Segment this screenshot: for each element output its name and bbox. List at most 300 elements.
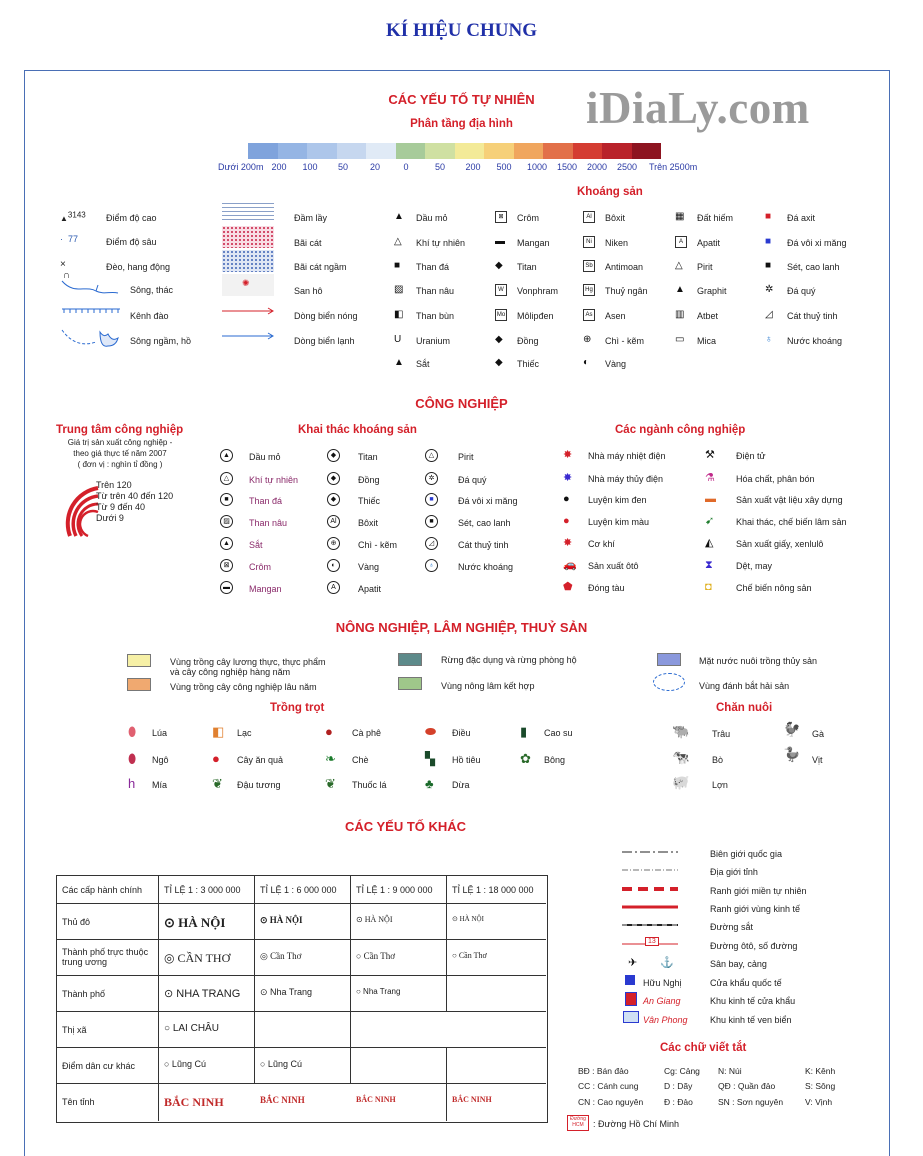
admin-cell: ○ Lũng Cú bbox=[260, 1059, 302, 1069]
admin-cell: ⊙ NHA TRANG bbox=[164, 988, 241, 1000]
abbreviation: Cg: Cảng bbox=[664, 1066, 700, 1076]
admin-table-hline bbox=[56, 939, 546, 940]
mining-icon: ▨ bbox=[220, 515, 233, 528]
crop-icon: ❧ bbox=[325, 751, 336, 766]
line-label: Biên giới quốc gia bbox=[710, 849, 782, 859]
natural-left-label: Điểm độ cao bbox=[106, 213, 157, 223]
natural-pattern-swatch bbox=[222, 250, 274, 272]
admin-table-vline bbox=[254, 975, 255, 1083]
admin-cell: ◎ Cần Thơ bbox=[260, 951, 302, 961]
crop-icon: ✿ bbox=[520, 751, 531, 766]
mineral-icon: ▲ bbox=[394, 357, 404, 368]
relief-swatch bbox=[396, 143, 426, 159]
crop-label: Đậu tương bbox=[237, 780, 281, 790]
abbreviation: Đ : Đảo bbox=[664, 1097, 693, 1107]
mineral-label: Bôxit bbox=[605, 213, 626, 223]
crop-icon: h bbox=[128, 776, 136, 791]
border-gate-icon bbox=[625, 975, 635, 985]
line-label: Cửa khẩu quốc tế bbox=[710, 978, 782, 988]
admin-cell: ○ Nha Trang bbox=[356, 987, 401, 996]
mineral-icon: ◧ bbox=[394, 309, 404, 320]
mineral-icon: ▬ bbox=[495, 236, 505, 247]
mineral-label: Than đá bbox=[416, 262, 450, 272]
relief-label: 1000 bbox=[526, 162, 548, 172]
mining-icon: ■ bbox=[220, 493, 233, 506]
other-heading: CÁC YẾU TỐ KHÁC bbox=[344, 819, 467, 834]
mineral-icon: △ bbox=[675, 260, 683, 271]
industry-branch-icon: ✸ bbox=[563, 537, 573, 549]
mining-icon: A bbox=[327, 581, 340, 594]
mining-icon: ⊠ bbox=[220, 559, 233, 572]
mineral-label: Đất hiếm bbox=[697, 213, 734, 223]
mineral-label: Đá axit bbox=[787, 213, 816, 223]
mineral-icon: As bbox=[583, 309, 595, 321]
industry-branch-label: Nhà máy thủy điện bbox=[588, 474, 664, 484]
natural-pattern-swatch bbox=[222, 324, 274, 346]
mining-icon: ▲ bbox=[220, 449, 233, 462]
mining-icon: ◆ bbox=[327, 493, 340, 506]
abbreviation: BĐ : Bán đảo bbox=[578, 1066, 629, 1076]
relief-label: 2000 bbox=[586, 162, 608, 172]
mineral-label: Asen bbox=[605, 311, 626, 321]
livestock-label: Trâu bbox=[712, 729, 731, 739]
relief-label: 1500 bbox=[556, 162, 578, 172]
admin-row-label: Thành phố bbox=[62, 989, 106, 999]
admin-table-border bbox=[56, 875, 548, 1123]
relief-label: 100 bbox=[302, 162, 318, 172]
mineral-icon: Mo bbox=[495, 309, 507, 321]
admin-row-label: Thành phố trực thuộc bbox=[62, 947, 149, 957]
natural-pattern-swatch: ✺ bbox=[222, 274, 274, 296]
agri-zone-swatch bbox=[398, 653, 422, 666]
admin-cell: ○ LAI CHÂU bbox=[164, 1023, 219, 1034]
natural-pattern-swatch bbox=[222, 299, 274, 321]
mining-icon: ■ bbox=[425, 515, 438, 528]
mineral-label: Than nâu bbox=[416, 286, 455, 296]
mining-label: Titan bbox=[358, 452, 378, 462]
admin-cell: BẮC NINH bbox=[164, 1095, 224, 1109]
center-note-line: theo giá thực tế năm 2007 bbox=[73, 449, 167, 458]
crop-icon: ▮ bbox=[520, 724, 528, 739]
line-label: Ranh giới miền tự nhiên bbox=[710, 886, 807, 896]
mining-icon: ◆ bbox=[327, 472, 340, 485]
abbreviation: SN : Sơn nguyên bbox=[718, 1097, 784, 1107]
mining-label: Than đá bbox=[249, 496, 283, 506]
crop-label: Ngô bbox=[152, 755, 169, 765]
mineral-label: Đồng bbox=[517, 336, 539, 346]
admin-cell: ◎ CẦN THƠ bbox=[164, 951, 231, 965]
industry-branch-icon: ⬟ bbox=[563, 581, 573, 593]
industry-branch-icon: ● bbox=[563, 493, 570, 505]
admin-table-vline bbox=[446, 1047, 447, 1121]
relief-swatch bbox=[248, 143, 278, 159]
abbreviation: QĐ : Quần đảo bbox=[718, 1081, 776, 1091]
mining-label: Chì - kẽm bbox=[358, 540, 398, 550]
admin-table-hline bbox=[56, 1047, 546, 1048]
industry-heading: CÔNG NGHIỆP bbox=[415, 396, 508, 411]
mining-icon: ◆ bbox=[327, 449, 340, 462]
crop-label: Thuốc lá bbox=[352, 780, 387, 790]
line-label: Đường sắt bbox=[710, 922, 753, 932]
mineral-label: Uranium bbox=[416, 336, 451, 346]
livestock-heading: Chăn nuôi bbox=[716, 702, 773, 714]
crop-label: Dừa bbox=[452, 780, 470, 790]
relief-heading: Phân tầng địa hình bbox=[410, 118, 513, 130]
crop-label: Cà phê bbox=[352, 728, 382, 738]
mineral-icon: ◆ bbox=[495, 260, 503, 271]
relief-label: 2500 bbox=[616, 162, 638, 172]
industry-branch-icon: ✸ bbox=[563, 449, 573, 461]
mining-label: Nước khoáng bbox=[458, 562, 513, 572]
mining-label: Crôm bbox=[249, 562, 271, 572]
mineral-label: Mica bbox=[697, 336, 717, 346]
crop-icon: ⬬ bbox=[425, 724, 437, 739]
mining-icon: △ bbox=[220, 472, 233, 485]
mineral-label: Titan bbox=[517, 262, 537, 272]
admin-table-vline bbox=[158, 1083, 159, 1121]
mining-label: Khí tự nhiên bbox=[249, 475, 299, 485]
natural-left-label: Kênh đào bbox=[130, 311, 169, 321]
mining-label: Đồng bbox=[358, 475, 380, 485]
mineral-label: Niken bbox=[605, 238, 629, 248]
mining-icon: ◐ bbox=[327, 559, 340, 572]
admin-row-label: Thị xã bbox=[62, 1025, 87, 1035]
admin-cell: ⊙ HÀ NỘI bbox=[260, 915, 303, 925]
line-symbol bbox=[620, 900, 682, 918]
admin-cell: BẮC NINH bbox=[452, 1095, 492, 1104]
mineral-icon: ▲ bbox=[394, 211, 404, 222]
mineral-icon: ■ bbox=[765, 236, 772, 247]
admin-table-header: TỈ LỆ 1 : 9 000 000 bbox=[356, 885, 433, 895]
mineral-icon: ⊠ bbox=[495, 211, 507, 223]
crop-icon: ♣ bbox=[425, 776, 434, 791]
center-note-line: ( đơn vị : nghìn tỉ đồng ) bbox=[77, 460, 163, 469]
agri-zone-label: Vùng nông lâm kết hợp bbox=[441, 681, 535, 691]
mineral-icon: W bbox=[495, 284, 507, 296]
relief-swatch bbox=[455, 143, 485, 159]
line-label: Địa giới tỉnh bbox=[710, 867, 758, 877]
mining-label: Cát thuỷ tinh bbox=[458, 540, 509, 550]
abbreviation: CC : Cánh cung bbox=[578, 1081, 639, 1091]
line-symbol bbox=[620, 845, 682, 863]
natural-mid-label: Dòng biển nóng bbox=[294, 311, 358, 321]
mining-label: Vàng bbox=[358, 562, 380, 572]
relief-label: 0 bbox=[403, 162, 409, 172]
mineral-icon: △ bbox=[394, 236, 402, 247]
mining-icon: ♁ bbox=[425, 559, 438, 572]
abbreviation: S: Sông bbox=[805, 1081, 836, 1091]
admin-table-hline bbox=[56, 975, 546, 976]
hcm-road-badge: Đường HCM bbox=[567, 1115, 589, 1131]
industry-branch-label: Sản xuất ôtô bbox=[588, 561, 639, 571]
relief-scale-labels bbox=[0, 162, 923, 174]
mineral-label: Atbet bbox=[697, 311, 719, 321]
mineral-label: Apatit bbox=[697, 238, 721, 248]
mineral-icon: ◿ bbox=[765, 309, 773, 320]
mineral-label: Đá quý bbox=[787, 286, 816, 296]
mineral-label: Thuỷ ngân bbox=[605, 286, 648, 296]
mining-label: Pirit bbox=[458, 452, 474, 462]
relief-label: Trên 2500m bbox=[649, 162, 698, 172]
agri-zone-label: Vùng trồng cây công nghiệp lâu năm bbox=[170, 682, 317, 692]
industry-branch-icon: ✸ bbox=[563, 472, 573, 484]
crop-label: Chè bbox=[352, 755, 369, 765]
mineral-label: Cát thuỷ tinh bbox=[787, 311, 838, 321]
coastal-ez-icon bbox=[623, 1011, 639, 1023]
mineral-icon: ■ bbox=[394, 260, 401, 271]
agri-zone-swatch bbox=[127, 678, 151, 691]
industry-branch-label: Dệt, may bbox=[736, 561, 773, 571]
industry-branch-icon: ◘ bbox=[705, 581, 712, 593]
crop-label: Cây ăn quả bbox=[237, 755, 284, 765]
mineral-icon: ▦ bbox=[675, 211, 685, 222]
mineral-label: Crôm bbox=[517, 213, 539, 223]
industry-branch-label: Sản xuất vật liệu xây dựng bbox=[736, 495, 843, 505]
agri-zone-swatch bbox=[398, 677, 422, 690]
crop-label: Lạc bbox=[237, 728, 252, 738]
agri-zone-label: Rừng đặc dụng và rừng phòng hộ bbox=[441, 655, 577, 665]
mining-label: Thiếc bbox=[358, 496, 381, 506]
mineral-label: Thiếc bbox=[517, 359, 540, 369]
relief-swatch bbox=[573, 143, 603, 159]
mineral-icon: ■ bbox=[765, 211, 772, 222]
underground-river-lake-icon bbox=[60, 328, 124, 352]
admin-cell: ○ Cần Thơ bbox=[452, 951, 487, 960]
agri-zone-label: Vùng trồng cây lương thực, thực phẩm bbox=[170, 657, 326, 667]
road-number: 13 bbox=[645, 937, 659, 946]
mining-icon: △ bbox=[425, 449, 438, 462]
admin-table-hline bbox=[56, 1011, 546, 1012]
livestock-label: Vịt bbox=[812, 755, 823, 765]
admin-table-vline bbox=[446, 875, 447, 1011]
admin-table-header: Các cấp hành chính bbox=[62, 885, 143, 895]
abbreviation: N: Núi bbox=[718, 1066, 742, 1076]
border-ez-icon bbox=[625, 992, 637, 1006]
agri-zone-label: và cây công nghiệp hàng năm bbox=[170, 667, 291, 677]
agri-zone-label: Mặt nước nuôi trồng thủy sản bbox=[699, 656, 817, 666]
mining-icon: ◿ bbox=[425, 537, 438, 550]
line-label: Ranh giới vùng kinh tế bbox=[710, 904, 800, 914]
coastal-ez-example: Vân Phong bbox=[643, 1015, 688, 1025]
abbreviation: V: Vịnh bbox=[805, 1097, 833, 1107]
crop-icon: ◧ bbox=[212, 724, 225, 739]
industry-branch-label: Cơ khí bbox=[588, 539, 615, 549]
relief-swatch bbox=[425, 143, 455, 159]
industrial-center-heading: Trung tâm công nghiệp bbox=[56, 424, 184, 436]
industry-branch-icon: ⚗ bbox=[705, 472, 715, 484]
line-symbol bbox=[620, 918, 682, 936]
abbreviation: CN : Cao nguyên bbox=[578, 1097, 644, 1107]
crop-label: Điều bbox=[452, 728, 471, 738]
livestock-icon: 🐄 bbox=[672, 749, 690, 765]
industry-branch-icon: ● bbox=[563, 515, 570, 527]
agri-heading: NÔNG NGHIỆP, LÂM NGHIỆP, THUỶ SẢN bbox=[335, 620, 588, 635]
natural-heading: CÁC YẾU TỐ TỰ NHIÊN bbox=[388, 92, 535, 107]
industry-branch-icon: ◭ bbox=[705, 537, 714, 549]
relief-swatch bbox=[514, 143, 544, 159]
natural-pattern-swatch bbox=[222, 201, 274, 223]
mineral-icon: ▥ bbox=[675, 309, 685, 320]
page-title: KÍ HIỆU CHUNG bbox=[386, 20, 537, 41]
mineral-label: Vàng bbox=[605, 359, 627, 369]
mineral-label: Sét, cao lanh bbox=[787, 262, 840, 272]
mining-icon: Al bbox=[327, 515, 340, 528]
relief-label: 50 bbox=[434, 162, 445, 172]
mineral-label: Antimoan bbox=[605, 262, 644, 272]
line-symbol bbox=[620, 882, 682, 900]
mineral-icon: Hg bbox=[583, 284, 595, 296]
natural-left-label: Sông ngầm, hồ bbox=[130, 336, 192, 346]
center-scale-label: Trên 120 bbox=[96, 480, 132, 490]
industry-branch-icon: ⧗ bbox=[705, 559, 713, 571]
admin-table-header: TỈ LỆ 1 : 3 000 000 bbox=[164, 885, 241, 895]
river-waterfall-icon bbox=[60, 277, 120, 301]
abbreviation: K: Kênh bbox=[805, 1066, 836, 1076]
natural-left-label: Điểm độ sâu bbox=[106, 237, 157, 247]
mineral-label: Sắt bbox=[416, 359, 430, 369]
center-scale-label: Từ trên 40 đến 120 bbox=[96, 491, 174, 501]
admin-table-hline bbox=[56, 1083, 546, 1084]
crop-label: Lúa bbox=[152, 728, 168, 738]
line-label: Khu kinh tế cửa khẩu bbox=[710, 996, 796, 1006]
relief-swatch bbox=[307, 143, 337, 159]
industry-branch-label: Nhà máy nhiệt điện bbox=[588, 451, 666, 461]
mineral-icon: A bbox=[675, 236, 687, 248]
relief-label: Dưới 200m bbox=[218, 162, 264, 172]
relief-swatch bbox=[632, 143, 662, 159]
mineral-label: Dầu mỏ bbox=[416, 213, 448, 223]
natural-left-label: Sông, thác bbox=[130, 285, 174, 295]
mineral-label: Môlipđen bbox=[517, 311, 554, 321]
mineral-label: Vonphram bbox=[517, 286, 559, 296]
industry-branch-label: Luyện kim đen bbox=[588, 495, 647, 505]
livestock-icon: 🦆 bbox=[783, 746, 801, 762]
mineral-label: Than bùn bbox=[416, 311, 455, 321]
admin-row-label: Điểm dân cư khác bbox=[62, 1061, 136, 1071]
svg-text:⚓: ⚓ bbox=[660, 957, 674, 968]
center-scale-label: Từ 9 đến 40 bbox=[96, 502, 146, 512]
mining-label: Apatit bbox=[358, 584, 382, 594]
natural-mid-label: San hô bbox=[294, 286, 323, 296]
admin-table-header: TỈ LỆ 1 : 18 000 000 bbox=[452, 885, 534, 895]
agri-zone-label: Vùng đánh bắt hải sản bbox=[699, 681, 790, 691]
mining-icon: ▲ bbox=[220, 537, 233, 550]
canal-icon bbox=[60, 303, 124, 319]
industry-branch-label: Khai thác, chế biến lâm sản bbox=[736, 517, 847, 527]
fishing-zone-swatch bbox=[653, 673, 685, 691]
agri-zone-swatch bbox=[657, 653, 681, 666]
admin-cell: ○ Lũng Cú bbox=[164, 1059, 206, 1069]
admin-row-label: trung ương bbox=[62, 957, 107, 967]
agri-zone-swatch bbox=[127, 654, 151, 667]
admin-table-vline bbox=[350, 975, 351, 1083]
crop-label: Cao su bbox=[544, 728, 573, 738]
natural-pattern-swatch bbox=[222, 226, 274, 248]
industry-branch-label: Đóng tàu bbox=[588, 583, 625, 593]
mineral-label: Khí tự nhiên bbox=[416, 238, 466, 248]
mining-label: Bôxit bbox=[358, 518, 379, 528]
minerals-heading: Khoáng sản bbox=[577, 186, 643, 198]
mining-label: Dầu mỏ bbox=[249, 452, 281, 462]
mineral-icon: ◐ bbox=[583, 357, 590, 368]
admin-cell: ⊙ HÀ NỘI bbox=[452, 915, 484, 923]
relief-label: 20 bbox=[369, 162, 380, 172]
livestock-icon: 🐓 bbox=[783, 721, 801, 737]
crop-icon: ● bbox=[212, 751, 220, 766]
relief-swatch bbox=[484, 143, 514, 159]
livestock-label: Bò bbox=[712, 755, 724, 765]
mineral-icon: ▲ bbox=[675, 284, 685, 295]
line-label: Đường ôtô, số đường bbox=[710, 941, 798, 951]
admin-cell: BẮC NINH bbox=[356, 1095, 396, 1104]
crop-icon: ▚ bbox=[425, 751, 435, 766]
svg-text:✈: ✈ bbox=[628, 957, 638, 968]
industry-branch-icon: ➹ bbox=[705, 515, 715, 527]
mineral-icon: Al bbox=[583, 211, 595, 223]
center-note-line: Giá trị sản xuất công nghiệp - bbox=[67, 438, 173, 447]
crop-icon: ● bbox=[325, 724, 333, 739]
mineral-label: Graphit bbox=[697, 286, 727, 296]
industry-branch-label: Hóa chất, phân bón bbox=[736, 474, 815, 484]
relief-swatch bbox=[278, 143, 308, 159]
mineral-icon: ✲ bbox=[765, 284, 774, 295]
admin-row-label: Thủ đô bbox=[62, 917, 91, 927]
relief-label: 200 bbox=[465, 162, 481, 172]
crop-icon: ❦ bbox=[212, 776, 223, 791]
relief-swatch bbox=[337, 143, 367, 159]
abbreviation: D : Dãy bbox=[664, 1081, 693, 1091]
livestock-icon: 🐖 bbox=[672, 774, 690, 790]
pass-cave-icon: × ∩ bbox=[60, 259, 70, 281]
crop-label: Mía bbox=[152, 780, 168, 790]
livestock-label: Gà bbox=[812, 729, 825, 739]
line-label: Khu kinh tế ven biển bbox=[710, 1015, 792, 1025]
industry-branch-label: Luyện kim màu bbox=[588, 517, 650, 527]
natural-mid-label: Đầm lầy bbox=[294, 213, 328, 223]
mining-icon: ■ bbox=[425, 493, 438, 506]
admin-table-header: TỈ LỆ 1 : 6 000 000 bbox=[260, 885, 337, 895]
relief-swatch bbox=[366, 143, 396, 159]
depth-point-icon: · 77 bbox=[60, 234, 79, 244]
crop-icon: ⬮ bbox=[128, 751, 137, 766]
industry-branch-icon: ▬ bbox=[705, 493, 716, 505]
admin-cell: BẮC NINH bbox=[260, 1095, 305, 1105]
mineral-icon: Ni bbox=[583, 236, 595, 248]
abbr-heading: Các chữ viết tắt bbox=[660, 1042, 747, 1054]
relief-swatch bbox=[602, 143, 632, 159]
line-label: Sân bay, cảng bbox=[710, 959, 767, 969]
admin-table-hline bbox=[56, 903, 546, 904]
line-symbol bbox=[620, 955, 682, 973]
industry-branch-icon: ⚒ bbox=[705, 449, 715, 461]
elevation-point-icon: ▲$^{3143}$ bbox=[60, 210, 86, 223]
natural-left-label: Đèo, hang động bbox=[106, 262, 171, 272]
line-symbol bbox=[620, 863, 682, 881]
branches-heading: Các ngành công nghiệp bbox=[615, 424, 746, 436]
mineral-label: Đá vôi xi măng bbox=[787, 238, 847, 248]
natural-mid-label: Dòng biển lạnh bbox=[294, 336, 355, 346]
mineral-icon: ◆ bbox=[495, 357, 503, 368]
hcm-road-label: : Đường Hồ Chí Minh bbox=[593, 1119, 679, 1129]
mining-label: Sét, cao lanh bbox=[458, 518, 511, 528]
admin-cell: ⊙ Nha Trang bbox=[260, 987, 313, 997]
relief-swatch bbox=[543, 143, 573, 159]
border-ez-example: An Giang bbox=[643, 996, 681, 1006]
mining-icon: ⊕ bbox=[327, 537, 340, 550]
mining-label: Đá quý bbox=[458, 475, 487, 485]
mineral-icon: ♁ bbox=[765, 334, 773, 345]
mineral-label: Nước khoáng bbox=[787, 336, 842, 346]
